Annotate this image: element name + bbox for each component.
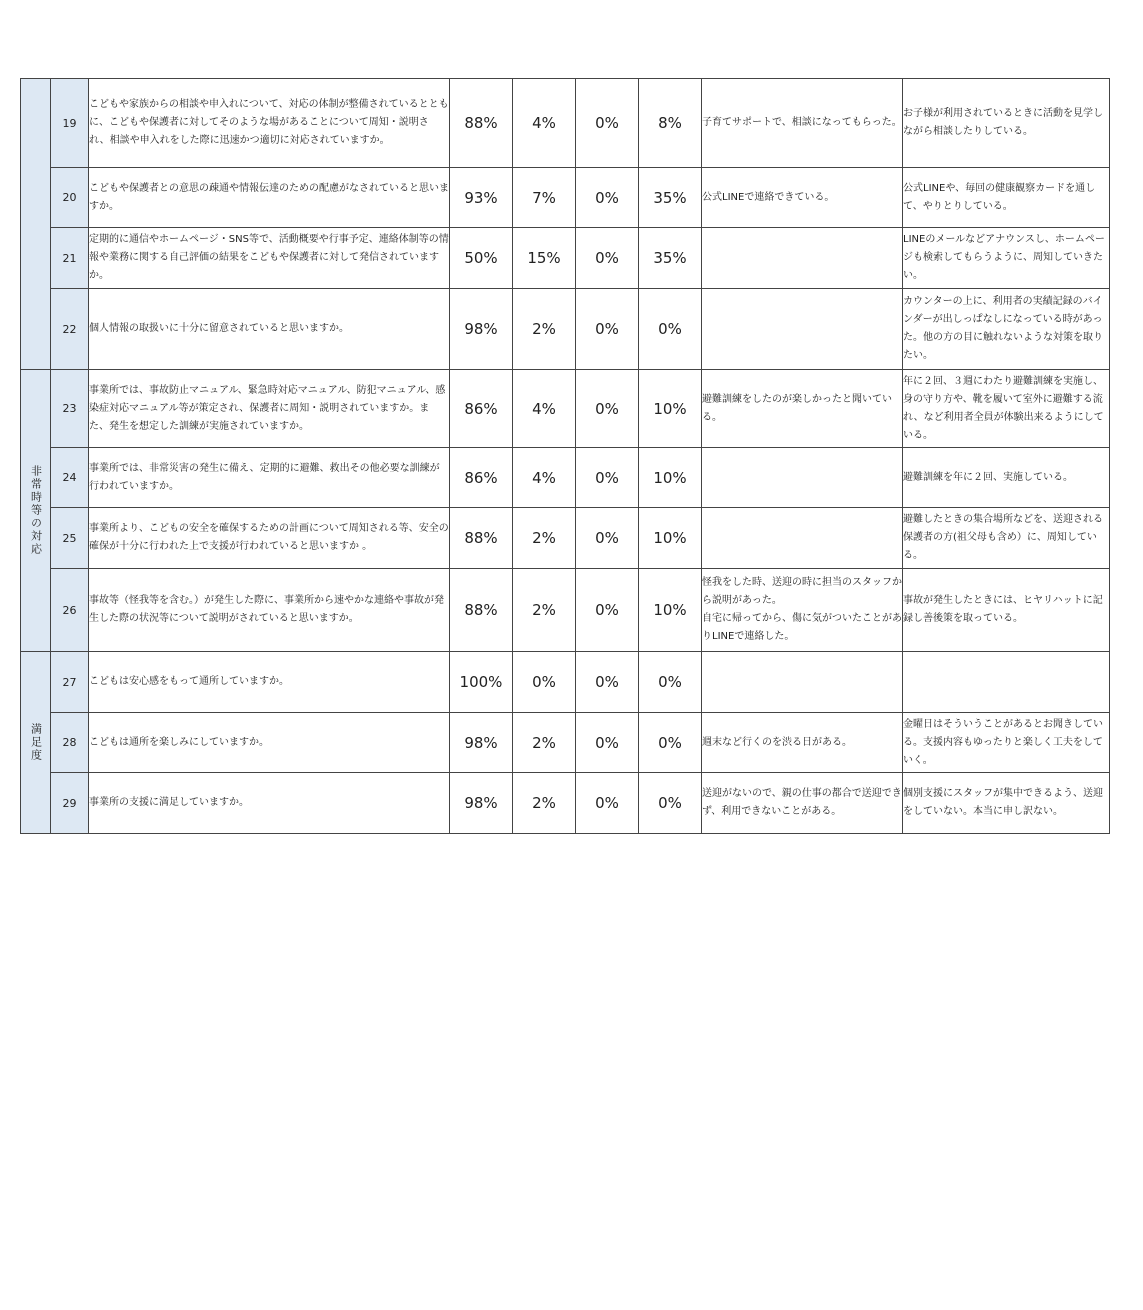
percent-no: 0% bbox=[576, 652, 639, 713]
facility-comment: お子様が利用されているときに活動を見学しながら相談したりしている。 bbox=[903, 79, 1110, 168]
table-row bbox=[21, 508, 1110, 569]
percent-yes: 93% bbox=[450, 168, 513, 228]
row-number: 21 bbox=[51, 228, 89, 289]
percent-no: 0% bbox=[576, 289, 639, 370]
percent-yes: 88% bbox=[450, 79, 513, 168]
parent-comment: 送迎がないので、親の仕事の都合で送迎できず、利用できないことがある。 bbox=[702, 773, 903, 834]
percent-no: 0% bbox=[576, 448, 639, 508]
percent-neutral: 4% bbox=[513, 370, 576, 448]
facility-comment: 金曜日はそういうことがあるとお聞きしている。支援内容もゆったりと楽しく工夫をしていく。 bbox=[903, 713, 1110, 773]
percent-unknown: 10% bbox=[639, 508, 702, 569]
row-number: 25 bbox=[51, 508, 89, 569]
percent-yes: 88% bbox=[450, 508, 513, 569]
percent-neutral: 7% bbox=[513, 168, 576, 228]
table-row bbox=[21, 168, 1110, 228]
percent-yes: 98% bbox=[450, 289, 513, 370]
percent-no: 0% bbox=[576, 228, 639, 289]
row-number: 28 bbox=[51, 713, 89, 773]
facility-comment: 事故が発生したときには、ヒヤリハットに記録し善後策を取っている。 bbox=[903, 569, 1110, 652]
question-text: こどもは通所を楽しみにしていますか。 bbox=[89, 713, 450, 773]
percent-neutral: 2% bbox=[513, 773, 576, 834]
row-number: 22 bbox=[51, 289, 89, 370]
percent-no: 0% bbox=[576, 569, 639, 652]
facility-comment: カウンターの上に、利用者の実績記録のバインダーが出しっぱなしになっている時があった。他の方の目に触れないような対策を取りたい。 bbox=[903, 289, 1110, 370]
table-row bbox=[21, 228, 1110, 289]
parent-comment bbox=[702, 289, 903, 370]
percent-no: 0% bbox=[576, 370, 639, 448]
parent-comment bbox=[702, 652, 903, 713]
question-text: こどもや保護者との意思の疎通や情報伝達のための配慮がなされていると思いますか。 bbox=[89, 168, 450, 228]
row-number: 27 bbox=[51, 652, 89, 713]
category-label-satisfaction: 満足度 bbox=[21, 652, 51, 834]
row-number: 23 bbox=[51, 370, 89, 448]
percent-neutral: 4% bbox=[513, 448, 576, 508]
percent-neutral: 4% bbox=[513, 79, 576, 168]
row-number: 26 bbox=[51, 569, 89, 652]
category-cell-communication bbox=[21, 79, 51, 370]
table-row bbox=[21, 652, 1110, 713]
percent-unknown: 10% bbox=[639, 448, 702, 508]
parent-comment: 怪我をした時、送迎の時に担当のスタッフから説明があった。 自宅に帰ってから、傷に気がついたことがありLINEで連絡した。 bbox=[702, 569, 903, 652]
percent-no: 0% bbox=[576, 773, 639, 834]
percent-unknown: 35% bbox=[639, 228, 702, 289]
question-text: 事業所では、非常災害の発生に備え、定期的に避難、救出その他必要な訓練が行われていますか。 bbox=[89, 448, 450, 508]
percent-yes: 98% bbox=[450, 773, 513, 834]
row-number: 29 bbox=[51, 773, 89, 834]
percent-neutral: 0% bbox=[513, 652, 576, 713]
table-row bbox=[21, 289, 1110, 370]
percent-neutral: 15% bbox=[513, 228, 576, 289]
parent-comment: 避難訓練をしたのが楽しかったと聞いている。 bbox=[702, 370, 903, 448]
table-row bbox=[21, 569, 1110, 652]
parent-comment bbox=[702, 228, 903, 289]
category-label-emergency: 非常時等の対応 bbox=[21, 370, 51, 652]
question-text: 定期的に通信やホームページ・SNS等で、活動概要や行事予定、連絡体制等の情報や業務に関する自己評価の結果をこどもや保護者に対して発信されていますか。 bbox=[89, 228, 450, 289]
table-row bbox=[21, 370, 1110, 448]
table-row bbox=[21, 773, 1110, 834]
percent-unknown: 0% bbox=[639, 773, 702, 834]
percent-neutral: 2% bbox=[513, 569, 576, 652]
percent-unknown: 0% bbox=[639, 652, 702, 713]
percent-no: 0% bbox=[576, 508, 639, 569]
row-number: 19 bbox=[51, 79, 89, 168]
percent-yes: 88% bbox=[450, 569, 513, 652]
percent-unknown: 8% bbox=[639, 79, 702, 168]
percent-no: 0% bbox=[576, 79, 639, 168]
percent-yes: 98% bbox=[450, 713, 513, 773]
facility-comment: 年に２回、３週にわたり避難訓練を実施し、身の守り方や、靴を履いて室外に避難する流れ、など利用者全員が体験出来るようにしている。 bbox=[903, 370, 1110, 448]
question-text: 個人情報の取扱いに十分に留意されていると思いますか。 bbox=[89, 289, 450, 370]
question-text: 事業所より、こどもの安全を確保するための計画について周知される等、安全の確保が十分に行われた上で支援が行われていると思いますか 。 bbox=[89, 508, 450, 569]
percent-no: 0% bbox=[576, 713, 639, 773]
percent-unknown: 10% bbox=[639, 370, 702, 448]
parent-comment: 子育てサポートで、相談になってもらった。 bbox=[702, 79, 903, 168]
percent-yes: 86% bbox=[450, 448, 513, 508]
percent-yes: 50% bbox=[450, 228, 513, 289]
percent-unknown: 0% bbox=[639, 713, 702, 773]
facility-comment: LINEのメールなどアナウンスし、ホームページも検索してもらうように、周知していきたい。 bbox=[903, 228, 1110, 289]
facility-comment bbox=[903, 652, 1110, 713]
percent-yes: 86% bbox=[450, 370, 513, 448]
percent-yes: 100% bbox=[450, 652, 513, 713]
percent-neutral: 2% bbox=[513, 508, 576, 569]
facility-comment: 公式LINEや、毎回の健康観察カードを通して、やりとりしている。 bbox=[903, 168, 1110, 228]
parent-comment: 公式LINEで連絡できている。 bbox=[702, 168, 903, 228]
percent-neutral: 2% bbox=[513, 289, 576, 370]
facility-comment: 避難訓練を年に２回、実施している。 bbox=[903, 448, 1110, 508]
percent-unknown: 0% bbox=[639, 289, 702, 370]
row-number: 24 bbox=[51, 448, 89, 508]
table-row bbox=[21, 713, 1110, 773]
percent-unknown: 35% bbox=[639, 168, 702, 228]
facility-comment: 避難したときの集合場所などを、送迎される保護者の方(祖父母も含め）に、周知している。 bbox=[903, 508, 1110, 569]
question-text: 事業所の支援に満足していますか。 bbox=[89, 773, 450, 834]
percent-no: 0% bbox=[576, 168, 639, 228]
table-row bbox=[21, 448, 1110, 508]
parent-comment: 週末など行くのを渋る日がある。 bbox=[702, 713, 903, 773]
parent-comment bbox=[702, 508, 903, 569]
table-row bbox=[21, 79, 1110, 168]
question-text: 事業所では、事故防止マニュアル、緊急時対応マニュアル、防犯マニュアル、感染症対応マニュアル等が策定され、保護者に周知・説明されていますか。また、発生を想定した訓練が実施されていますか。 bbox=[89, 370, 450, 448]
evaluation-table bbox=[20, 78, 1110, 834]
facility-comment: 個別支援にスタッフが集中できるよう、送迎をしていない。本当に申し訳ない。 bbox=[903, 773, 1110, 834]
row-number: 20 bbox=[51, 168, 89, 228]
question-text: 事故等（怪我等を含む。）が発生した際に、事業所から速やかな連絡や事故が発生した際の状況等について説明がされていると思いますか。 bbox=[89, 569, 450, 652]
parent-comment bbox=[702, 448, 903, 508]
question-text: こどもは安心感をもって通所していますか。 bbox=[89, 652, 450, 713]
question-text: こどもや家族からの相談や申入れについて、対応の体制が整備されているとともに、こどもや保護者に対してそのような場があることについて周知・説明され、相談や申入れをした際に迅速かつ適切に対応されていますか。 bbox=[89, 79, 450, 168]
percent-unknown: 10% bbox=[639, 569, 702, 652]
percent-neutral: 2% bbox=[513, 713, 576, 773]
